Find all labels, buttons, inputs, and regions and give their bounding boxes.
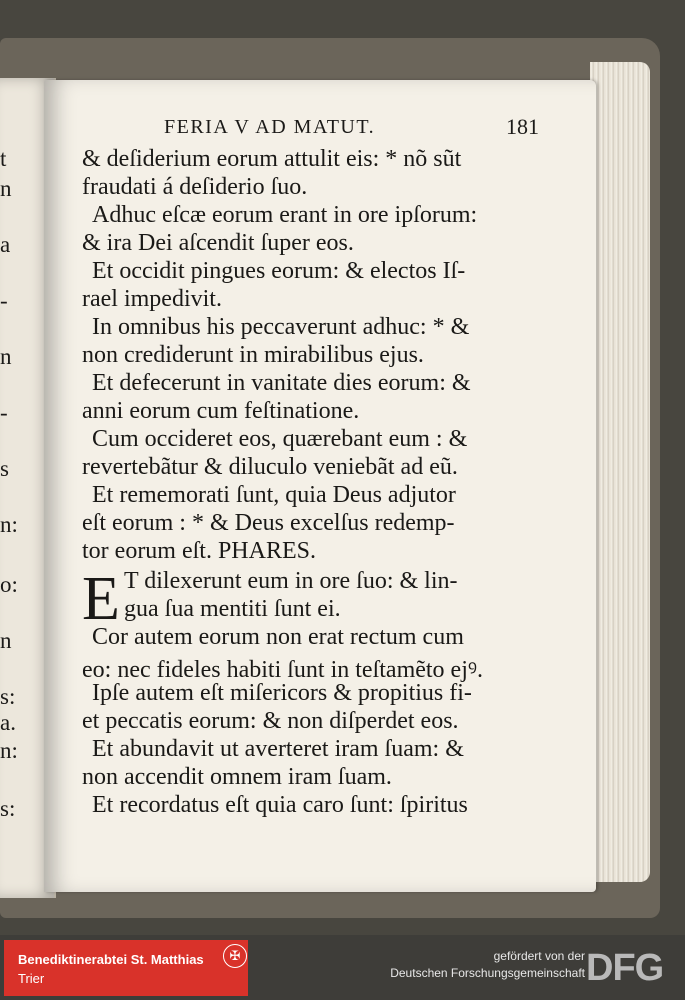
text-line: & deſiderium eorum attulit eis: * nõ sũt bbox=[82, 146, 462, 172]
left-page-fragment: - bbox=[0, 288, 8, 313]
left-page-fragment: n: bbox=[0, 738, 18, 763]
text-line: fraudati á deſiderio ſuo. bbox=[82, 174, 308, 200]
left-page-fragment: o: bbox=[0, 572, 18, 597]
left-page-fragment: - bbox=[0, 400, 8, 425]
abbey-logo-icon: ✠ bbox=[223, 944, 247, 968]
running-head: FERIA V AD MATUT. bbox=[164, 116, 376, 138]
text-line: T dilexerunt eum in ore ſuo: & lin- bbox=[124, 568, 458, 594]
text-line: & ira Dei aſcendit ſuper eos. bbox=[82, 230, 354, 256]
text-line: eo: nec fideles habiti ſunt in teſtamẽto ejꝰ. bbox=[82, 657, 484, 683]
left-page-fragment: n bbox=[0, 344, 12, 369]
text-line: tor eorum eſt. PHARES. bbox=[82, 538, 316, 564]
text-line: Cor autem eorum non erat rectum cum bbox=[92, 624, 464, 650]
library-badge[interactable] bbox=[4, 940, 248, 996]
funder-name: Deutschen Forschungsgemeinschaft bbox=[390, 966, 585, 980]
text-line: Et abundavit ut averteret iram ſuam: & bbox=[92, 736, 464, 762]
text-line: Et defecerunt in vanitate dies eorum: & bbox=[92, 370, 471, 396]
text-line: gua ſua mentiti ſunt ei. bbox=[124, 596, 341, 622]
left-page-fragment: a. bbox=[0, 710, 16, 735]
text-line: eſt eorum : * & Deus excelſus redemp- bbox=[82, 510, 455, 536]
dfg-logo[interactable]: DFG bbox=[586, 947, 664, 989]
text-line: et peccatis eorum: & non diſperdet eos. bbox=[82, 708, 459, 734]
drop-cap: E bbox=[82, 565, 120, 633]
left-page-fragment: n bbox=[0, 176, 12, 201]
left-page-fragment: s bbox=[0, 456, 9, 481]
left-page-fragment: s: bbox=[0, 796, 16, 821]
library-city: Trier bbox=[18, 971, 45, 986]
library-name: Benediktinerabtei St. Matthias bbox=[18, 952, 204, 967]
text-line: Adhuc eſcæ eorum erant in ore ipſorum: bbox=[92, 202, 478, 228]
text-line: Et recordatus eſt quia caro ſunt: ſpiritus bbox=[92, 792, 468, 818]
text-line: Et occidit pingues eorum: & electos Iſ- bbox=[92, 258, 466, 284]
text-line: rael impedivit. bbox=[82, 286, 222, 312]
funder-credit bbox=[390, 948, 585, 982]
left-page-fragment: n: bbox=[0, 512, 18, 537]
text-line: In omnibus his peccaverunt adhuc: * & bbox=[92, 314, 470, 340]
right-page bbox=[44, 80, 596, 892]
page-edges bbox=[590, 62, 650, 882]
text-line: Ipſe autem eſt miſericors & propitius fi- bbox=[92, 680, 472, 706]
text-line: Et rememorati ſunt, quia Deus adjutor bbox=[92, 482, 456, 508]
left-page-fragment: t bbox=[0, 146, 7, 171]
left-page-fragment: n bbox=[0, 628, 12, 653]
funded-by-label: gefördert von der bbox=[493, 949, 585, 963]
text-line: non accendit omnem iram ſuam. bbox=[82, 764, 392, 790]
text-line: non crediderunt in mirabilibus ejus. bbox=[82, 342, 424, 368]
text-line: revertebãtur & diluculo veniebãt ad eũ. bbox=[82, 454, 458, 480]
left-page-fragment: s: bbox=[0, 684, 16, 709]
text-line: anni eorum cum feſtinatione. bbox=[82, 398, 360, 424]
text-line: Cum occideret eos, quærebant eum : & bbox=[92, 426, 468, 452]
left-page-fragment: a bbox=[0, 232, 11, 257]
page-number: 181 bbox=[506, 114, 539, 139]
